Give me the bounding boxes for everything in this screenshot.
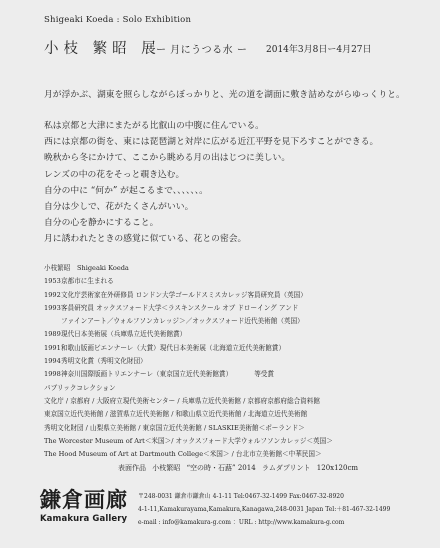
bio-entry <box>44 289 333 302</box>
bio-year: 1994 <box>44 357 61 366</box>
statement-line: 晩秋から冬にかけて、ここから眺める月の出はじつに美しい。 <box>44 153 291 163</box>
gallery-contact <box>138 491 390 529</box>
feature-artist: 小枝繁昭 <box>152 464 181 472</box>
collection-line: 文化庁 / 京都府 / 大阪府立現代美術センター / 兵庫県立近代美術館 / 京都府京都府総合資料館 <box>44 396 320 405</box>
collection-line: 秀明文化財団 / 山梨県立美術館 / 東京国立近代美術館 / SLASKIE美術館＜ポーランド＞ <box>44 423 305 432</box>
collection-line: 東京国立近代美術館 / 滋賀県立近代美術館 / 和歌山県立近代美術館 / 北海道立近代美術館 <box>44 410 308 419</box>
exhibition-eyebrow: Shigeaki Koeda : Solo Exhibition <box>44 15 192 25</box>
collection-line: The Hood Museum of Art at Dartmouth College＜米国＞ / 台北市立美術館＜中華民国＞ <box>44 450 322 459</box>
gallery-web-link[interactable]: e-mail : info@kamakura-g.com ：URL : http://www.kamakura-g.com <box>138 518 345 526</box>
bio-text: ファインアート／ウォルフソンカレッジ＞／オックスフォード近代美術館（英国） <box>61 317 304 326</box>
bio-year: 1991 <box>44 343 61 352</box>
statement-paragraph-3 <box>44 167 246 247</box>
feature-title: “空の時・石蕗” 2014 <box>186 464 256 472</box>
artist-biography <box>44 262 333 461</box>
statement-line: 西には京都の街を、東には琵琶湖と対岸に広がる近江平野を見下ろすことができる。 <box>44 137 379 147</box>
bio-year: 1953 <box>44 277 61 286</box>
exhibition-dates: 2014年3月8日ー4月27日 <box>266 45 372 55</box>
bio-year: 1992 <box>44 290 61 299</box>
gallery-logo-en: Kamakura Gallery <box>40 514 128 524</box>
bio-year: 1989 <box>44 330 61 339</box>
bio-entry <box>44 315 333 328</box>
gallery-logo-jp: 鎌倉画廊 <box>40 487 128 512</box>
title-row <box>44 37 424 57</box>
collection-title: パブリックコレクション <box>44 383 116 392</box>
bio-text: 文化庁芸術家在外研修員 ロンドン大学ゴールドスミスカレッジ客員研究員（英国） <box>61 290 307 299</box>
feature-label: 表面作品 <box>118 464 146 472</box>
bio-award-note: 等受賞 <box>254 370 274 379</box>
statement-line: 月に誘われたときの感覚に似ている、花との密会。 <box>44 234 247 244</box>
bio-entry <box>44 302 333 315</box>
bio-entry <box>44 342 333 355</box>
bio-year: 1998 <box>44 370 61 379</box>
bio-entry <box>44 355 333 368</box>
address-en: 4-1-11,Kamakurayama,Kamakura,Kanagawa,248-0031 Japan Tel:＋81-467-32-1499 <box>138 505 391 513</box>
feature-size: 120x120cm <box>316 464 359 472</box>
statement-intro: 月が浮かぶ、湖東を照らしながらぼっかりと、光の道を湖面に敷き詰めながらゆっくりと。 <box>44 90 405 100</box>
bio-text: 神奈川国際版画トリエンナーレ（東京国立近代美術館賞） <box>61 370 233 379</box>
bio-entry <box>44 368 333 381</box>
feature-medium: ラムダプリント <box>261 464 311 472</box>
gallery-logo <box>40 488 132 524</box>
statement-line: 自分の中に “何か” が起こるまで、、、、、、。 <box>44 186 208 196</box>
bio-entry <box>44 275 333 288</box>
bio-text: 和歌山版画ビエンナーレ（大賞）現代日本美術展（北海道立近代美術館賞） <box>61 343 286 352</box>
gallery-footer <box>40 488 436 546</box>
feature-work-caption <box>118 463 362 473</box>
address-jp: 〒248-0031 鎌倉市鎌倉山 4-1-11 Tel:0467-32-1499 Fax:0467-32-8920 <box>138 493 344 500</box>
statement-line: 私は京都と大津にまたがる比叡山の中腹に住んでいる。 <box>44 121 264 131</box>
statement-line: 自分の心を静かにすること。 <box>44 218 159 228</box>
statement-line: 自分は少しで、花がたくさんがいい。 <box>44 202 194 212</box>
bio-name: 小枝繁昭 Shigeaki Koeda <box>44 264 129 272</box>
bio-text: 京都市に生まれる <box>61 277 114 286</box>
bio-text: 客員研究員 オックスフォード大学＜ラスキンスクール オブ ドローイング アンド <box>61 303 299 312</box>
exhibition-subtitle: ー 月にうつる水 ー <box>156 45 248 56</box>
statement-paragraph-2 <box>44 118 378 166</box>
bio-year: 1993 <box>44 303 61 312</box>
bio-text: 秀明文化賞（秀明文化財団） <box>61 357 147 366</box>
artist-name: 小枝 繁昭 展 <box>44 41 161 57</box>
collection-line: The Worcester Museum of Art＜米国＞/ オックスフォード大学ウォルフソンカレッジ＜英国＞ <box>44 436 333 445</box>
bio-text: 現代日本美術展（兵庫県立近代美術館賞） <box>61 330 187 339</box>
bio-entry <box>44 328 333 341</box>
statement-line: レンズの中の花をそっと覗き込む。 <box>44 170 185 180</box>
